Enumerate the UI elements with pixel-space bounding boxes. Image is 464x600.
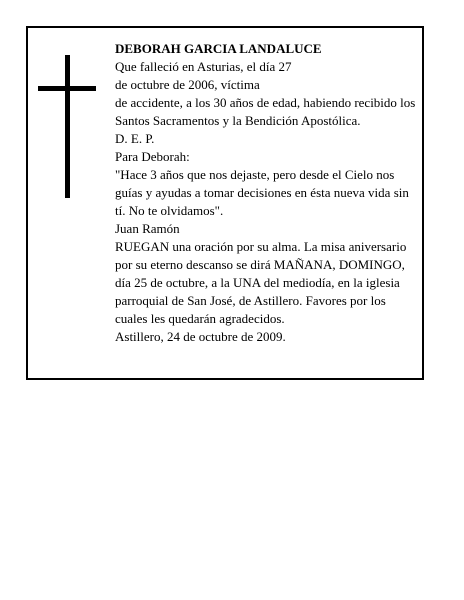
rest-in-peace: D. E. P. bbox=[115, 131, 155, 146]
death-line-2: de octubre de 2006, víctima bbox=[115, 77, 260, 92]
cross-icon bbox=[38, 55, 96, 198]
notice-body bbox=[115, 40, 421, 346]
place-and-date: Astillero, 24 de octubre de 2009. bbox=[115, 329, 286, 344]
obituary-notice bbox=[26, 26, 424, 380]
death-line-1: Que falleció en Asturias, el día 27 bbox=[115, 59, 292, 74]
mass-announcement: RUEGAN una oración por su alma. La misa aniversario por su eterno descanso se dirá MAÑANA, DOMINGO, día 25 de octubre, a la UNA del mediodía, en la iglesia parroquial de San José, de Astillero. Favores por los cuales les quedarán agradecidos. bbox=[115, 239, 407, 326]
salutation: Para Deborah: bbox=[115, 149, 190, 164]
signature: Juan Ramón bbox=[115, 221, 180, 236]
cross-vertical-bar bbox=[65, 55, 70, 198]
cross-horizontal-bar bbox=[38, 86, 96, 91]
dedication-message: "Hace 3 años que nos dejaste, pero desde el Cielo nos guías y ayudas a tomar decisiones en ésta nueva vida sin tí. No te olvidamos". bbox=[115, 167, 409, 218]
deceased-name: DEBORAH GARCIA LANDALUCE bbox=[115, 41, 322, 56]
death-line-3: de accidente, a los 30 años de edad, habiendo recibido los Santos Sacramentos y la Bendición Apostólica. bbox=[115, 95, 416, 128]
